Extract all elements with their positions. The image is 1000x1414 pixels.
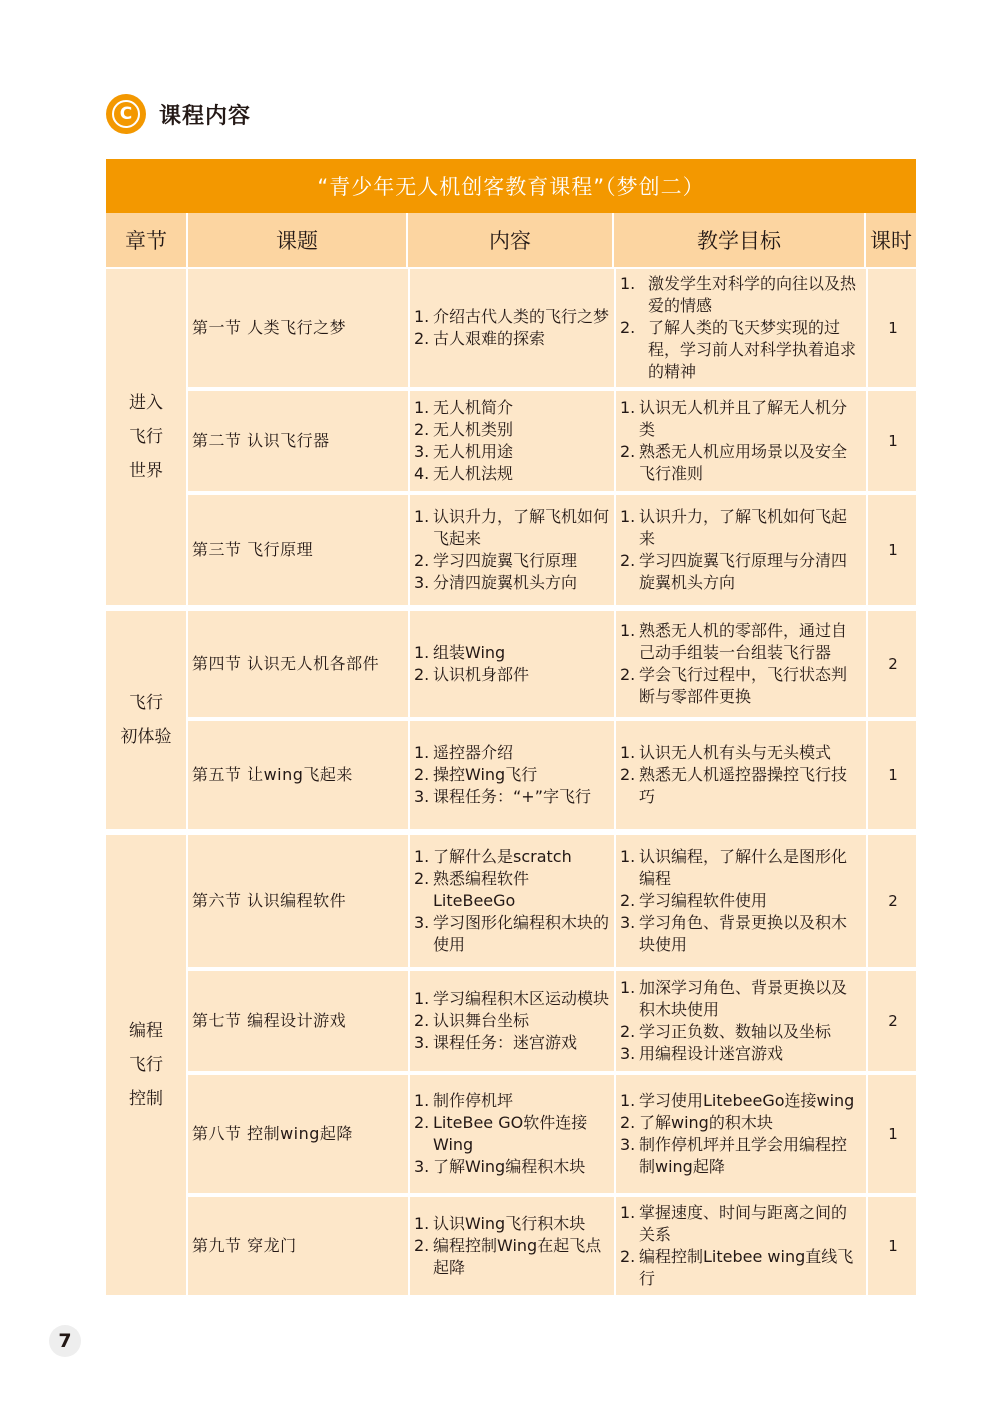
content-list xyxy=(414,742,591,808)
list-item xyxy=(620,846,862,890)
lesson-hours: 1 xyxy=(866,1075,918,1193)
lesson-hours: 2 xyxy=(866,611,918,717)
lesson-topic: 第三节 飞行原理 xyxy=(192,540,314,559)
lesson-list xyxy=(186,611,916,829)
item-text: 课程任务：“+”字飞行 xyxy=(433,787,591,806)
list-item xyxy=(414,846,610,868)
goals-list xyxy=(620,273,862,383)
item-number: 1. xyxy=(414,643,430,662)
lesson-content xyxy=(408,1075,614,1193)
lesson-goals xyxy=(614,721,866,829)
lesson-hours: 1 xyxy=(866,391,918,491)
list-item xyxy=(414,868,610,912)
list-item xyxy=(414,328,609,350)
item-text: 认识升力，了解飞机如何飞起来 xyxy=(639,507,848,548)
lesson-goals xyxy=(614,391,866,491)
content-list xyxy=(414,988,609,1054)
list-item xyxy=(620,1090,862,1112)
list-item xyxy=(414,550,610,572)
section-heading xyxy=(106,94,251,134)
content-list xyxy=(414,1213,610,1279)
list-item xyxy=(414,764,591,786)
header-content: 内容 xyxy=(406,213,612,267)
lesson-hours: 2 xyxy=(866,971,918,1071)
lesson-goals xyxy=(614,269,866,387)
item-number: 2. xyxy=(414,1113,430,1132)
item-number: 1. xyxy=(414,307,430,326)
chapter-block xyxy=(106,831,916,1295)
item-number: 3. xyxy=(414,1033,430,1052)
item-text: 制作停机坪并且学会用编程控制wing起降 xyxy=(639,1135,848,1176)
item-number: 2. xyxy=(414,1011,430,1030)
goals-list xyxy=(620,1090,862,1178)
item-number: 2. xyxy=(620,1113,636,1132)
goals-list xyxy=(620,506,862,594)
list-item xyxy=(414,912,610,956)
list-item xyxy=(620,1021,862,1043)
list-item xyxy=(620,506,862,550)
content-list xyxy=(414,846,610,956)
lesson-goals xyxy=(614,495,866,605)
lesson-goals xyxy=(614,835,866,967)
item-text: 编程控制Wing在起飞点起降 xyxy=(433,1236,602,1277)
header-topic: 课题 xyxy=(186,213,406,267)
item-number: 2. xyxy=(620,665,636,684)
item-text: 无人机用途 xyxy=(433,442,514,461)
header-hours: 课时 xyxy=(864,213,916,267)
lesson-hours: 1 xyxy=(866,495,918,605)
item-text: 学习编程积木区运动模块 xyxy=(433,989,610,1008)
chapter-name-line: 控制 xyxy=(129,1089,163,1109)
item-text: 熟悉无人机的零部件，通过自己动手组装一台组装飞行器 xyxy=(639,621,848,662)
item-text: 熟悉无人机遥控器操控飞行技巧 xyxy=(639,765,848,806)
item-text: 遥控器介绍 xyxy=(433,743,514,762)
item-text: 古人艰难的探索 xyxy=(433,329,546,348)
item-number: 2. xyxy=(620,1247,636,1266)
item-number: 3. xyxy=(620,1135,636,1154)
lesson-content xyxy=(408,721,614,829)
list-item xyxy=(620,1112,862,1134)
lesson-topic: 第八节 控制wing起降 xyxy=(192,1124,353,1143)
list-item xyxy=(414,1090,610,1112)
table-row xyxy=(186,1071,916,1193)
chapter-name xyxy=(106,835,186,1295)
item-number: 1. xyxy=(414,847,430,866)
lesson-topic: 第九节 穿龙门 xyxy=(192,1236,297,1255)
list-item xyxy=(620,1043,862,1065)
table-row xyxy=(186,611,916,717)
lesson-topic: 第四节 认识无人机各部件 xyxy=(192,654,380,673)
item-number: 1. xyxy=(414,1214,430,1233)
list-item xyxy=(414,1213,610,1235)
item-text: 课程任务：迷宫游戏 xyxy=(433,1033,578,1052)
list-item xyxy=(414,1032,609,1054)
item-text: 用编程设计迷宫游戏 xyxy=(639,1044,784,1063)
lesson-content xyxy=(408,835,614,967)
item-number: 2. xyxy=(414,420,430,439)
item-text: 学习使用LitebeeGo连接wing xyxy=(639,1091,855,1110)
item-number: 3. xyxy=(414,442,430,461)
item-number: 2. xyxy=(620,1022,636,1041)
list-item xyxy=(414,642,529,664)
item-text: 认识机身部件 xyxy=(433,665,530,684)
list-item xyxy=(620,550,862,594)
list-item xyxy=(414,1010,609,1032)
item-number: 1. xyxy=(620,274,636,293)
item-number: 1. xyxy=(414,507,430,526)
lesson-goals xyxy=(614,1197,866,1295)
item-text: 认识编程，了解什么是图形化编程 xyxy=(639,847,848,888)
list-item xyxy=(414,786,591,808)
item-text: 熟悉无人机应用场景以及安全飞行准则 xyxy=(639,442,848,483)
list-item xyxy=(414,664,529,686)
list-item xyxy=(620,1134,862,1178)
item-text: 制作停机坪 xyxy=(433,1091,514,1110)
item-text: 学习正负数、数轴以及坐标 xyxy=(639,1022,832,1041)
table-row xyxy=(186,967,916,1071)
item-number: 1. xyxy=(620,743,636,762)
header-goals: 教学目标 xyxy=(612,213,864,267)
list-item xyxy=(414,463,513,485)
table-row xyxy=(186,1193,916,1295)
item-text: 认识无人机并且了解无人机分类 xyxy=(639,398,848,439)
item-text: 了解什么是scratch xyxy=(433,847,572,866)
item-number: 3. xyxy=(620,1044,636,1063)
item-number: 2. xyxy=(620,765,636,784)
item-text: 学习图形化编程积木块的使用 xyxy=(433,913,610,954)
item-number: 1. xyxy=(620,847,636,866)
chapter-name-line: 飞行 xyxy=(129,427,163,447)
item-number: 2. xyxy=(620,318,636,337)
item-text: 加深学习角色、背景更换以及积木块使用 xyxy=(639,978,848,1019)
item-text: 学习编程软件使用 xyxy=(639,891,768,910)
item-number: 1. xyxy=(620,398,636,417)
chapter-name-line: 编程 xyxy=(129,1021,163,1041)
list-item xyxy=(620,890,862,912)
list-item xyxy=(620,273,862,317)
goals-list xyxy=(620,977,862,1065)
table-banner: “青少年无人机创客教育课程”（梦创二） xyxy=(106,159,916,213)
item-number: 1. xyxy=(620,621,636,640)
lesson-hours: 2 xyxy=(866,835,918,967)
item-number: 2. xyxy=(414,329,430,348)
lesson-list xyxy=(186,835,916,1295)
item-text: 分清四旋翼机头方向 xyxy=(433,573,578,592)
lesson-topic: 第五节 让wing飞起来 xyxy=(192,765,353,784)
lesson-topic: 第六节 认识编程软件 xyxy=(192,891,347,910)
list-item xyxy=(620,742,862,764)
item-text: 了解Wing编程积木块 xyxy=(433,1157,586,1176)
chapter-block xyxy=(106,269,916,605)
goals-list xyxy=(620,742,862,808)
section-title: 课程内容 xyxy=(159,103,252,129)
list-item xyxy=(414,572,610,594)
chapter-name-line: 飞行 xyxy=(129,693,163,713)
chapter-name-line: 初体验 xyxy=(120,727,172,747)
list-item xyxy=(620,441,862,485)
list-item xyxy=(620,317,862,383)
goals-list xyxy=(620,846,862,956)
chapter-name-line: 世界 xyxy=(129,461,163,481)
content-list xyxy=(414,397,513,485)
item-number: 3. xyxy=(414,787,430,806)
item-text: 了解wing的积木块 xyxy=(639,1113,773,1132)
badge-letter: C xyxy=(112,100,140,128)
lesson-goals xyxy=(614,1075,866,1193)
goals-list xyxy=(620,1202,862,1290)
item-text: 学习四旋翼飞行原理与分清四旋翼机头方向 xyxy=(639,551,848,592)
item-text: 了解人类的飞天梦实现的过程，学习前人对科学执着追求的精神 xyxy=(648,318,857,381)
page-number: 7 xyxy=(49,1325,81,1357)
table-header-row xyxy=(106,213,916,267)
table-row xyxy=(186,491,916,605)
item-text: 操控Wing飞行 xyxy=(433,765,538,784)
goals-list xyxy=(620,620,862,708)
table-row xyxy=(186,269,916,387)
list-item xyxy=(620,912,862,956)
chapter-name xyxy=(106,611,186,829)
chapter-block xyxy=(106,607,916,829)
item-number: 3. xyxy=(414,913,430,932)
item-number: 1. xyxy=(414,398,430,417)
item-text: 激发学生对科学的向往以及热爱的情感 xyxy=(648,274,857,315)
lesson-topic: 第二节 认识飞行器 xyxy=(192,431,330,450)
item-number: 1. xyxy=(414,1091,430,1110)
item-text: 无人机法规 xyxy=(433,464,514,483)
lesson-content xyxy=(408,611,614,717)
item-text: LiteBee GO软件连接Wing xyxy=(433,1113,588,1154)
item-number: 2. xyxy=(414,765,430,784)
list-item xyxy=(414,506,610,550)
lesson-content xyxy=(408,391,614,491)
lesson-goals xyxy=(614,971,866,1071)
item-text: 掌握速度、时间与距离之间的关系 xyxy=(639,1203,848,1244)
list-item xyxy=(620,1202,862,1246)
list-item xyxy=(414,441,513,463)
content-list xyxy=(414,506,610,594)
chapter-name xyxy=(106,269,186,605)
lesson-content xyxy=(408,971,614,1071)
item-number: 3. xyxy=(620,913,636,932)
item-number: 2. xyxy=(414,551,430,570)
item-text: 编程控制Litebee wing直线飞行 xyxy=(639,1247,854,1288)
content-list xyxy=(414,642,529,686)
lesson-content xyxy=(408,1197,614,1295)
item-text: 认识无人机有头与无头模式 xyxy=(639,743,832,762)
header-chapter: 章节 xyxy=(125,229,167,253)
item-text: 认识升力，了解飞机如何飞起来 xyxy=(433,507,610,548)
item-text: 组装Wing xyxy=(433,643,506,662)
item-number: 2. xyxy=(620,551,636,570)
item-number: 2. xyxy=(620,891,636,910)
list-item xyxy=(620,977,862,1021)
list-item xyxy=(620,1246,862,1290)
list-item xyxy=(414,1156,610,1178)
item-number: 2. xyxy=(414,1236,430,1255)
list-item xyxy=(620,664,862,708)
table-row xyxy=(186,717,916,829)
list-item xyxy=(414,742,591,764)
list-item xyxy=(414,988,609,1010)
lesson-topic: 第一节 人类飞行之梦 xyxy=(192,318,347,337)
curriculum-table xyxy=(106,159,916,1295)
item-number: 1. xyxy=(620,1091,636,1110)
item-text: 无人机类别 xyxy=(433,420,514,439)
list-item xyxy=(414,1235,610,1279)
item-number: 1. xyxy=(620,507,636,526)
item-text: 学习角色、背景更换以及积木块使用 xyxy=(639,913,848,954)
lesson-list xyxy=(186,269,916,605)
chapter-name-line: 飞行 xyxy=(129,1055,163,1075)
item-number: 1. xyxy=(414,989,430,1008)
item-number: 2. xyxy=(414,665,430,684)
item-text: 认识舞台坐标 xyxy=(433,1011,530,1030)
lesson-goals xyxy=(614,611,866,717)
item-text: 学会飞行过程中，飞行状态判断与零部件更换 xyxy=(639,665,848,706)
item-number: 3. xyxy=(414,1157,430,1176)
item-number: 3. xyxy=(414,573,430,592)
item-number: 1. xyxy=(620,978,636,997)
item-number: 4. xyxy=(414,464,430,483)
list-item xyxy=(620,620,862,664)
chapter-name-line: 进入 xyxy=(129,393,163,413)
list-item xyxy=(414,397,513,419)
content-list xyxy=(414,306,609,350)
goals-list xyxy=(620,397,862,485)
list-item xyxy=(414,1112,610,1156)
list-item xyxy=(414,419,513,441)
lesson-hours: 1 xyxy=(866,269,918,387)
item-text: 认识Wing飞行积木块 xyxy=(433,1214,586,1233)
lesson-hours: 1 xyxy=(866,721,918,829)
lesson-topic: 第七节 编程设计游戏 xyxy=(192,1011,347,1030)
table-row xyxy=(186,835,916,967)
lesson-hours: 1 xyxy=(866,1197,918,1295)
item-text: 介绍古代人类的飞行之梦 xyxy=(433,307,610,326)
item-text: 学习四旋翼飞行原理 xyxy=(433,551,578,570)
item-number: 1. xyxy=(620,1203,636,1222)
circle-letter-c-icon xyxy=(106,94,146,134)
table-row xyxy=(186,387,916,491)
lesson-content xyxy=(408,269,614,387)
item-number: 2. xyxy=(414,869,430,888)
list-item xyxy=(620,764,862,808)
item-number: 2. xyxy=(620,442,636,461)
list-item xyxy=(414,306,609,328)
list-item xyxy=(620,397,862,441)
content-list xyxy=(414,1090,610,1178)
lesson-content xyxy=(408,495,614,605)
table-body xyxy=(106,269,916,1295)
item-number: 1. xyxy=(414,743,430,762)
item-text: 熟悉编程软件LiteBeeGo xyxy=(433,869,530,910)
item-text: 无人机简介 xyxy=(433,398,514,417)
